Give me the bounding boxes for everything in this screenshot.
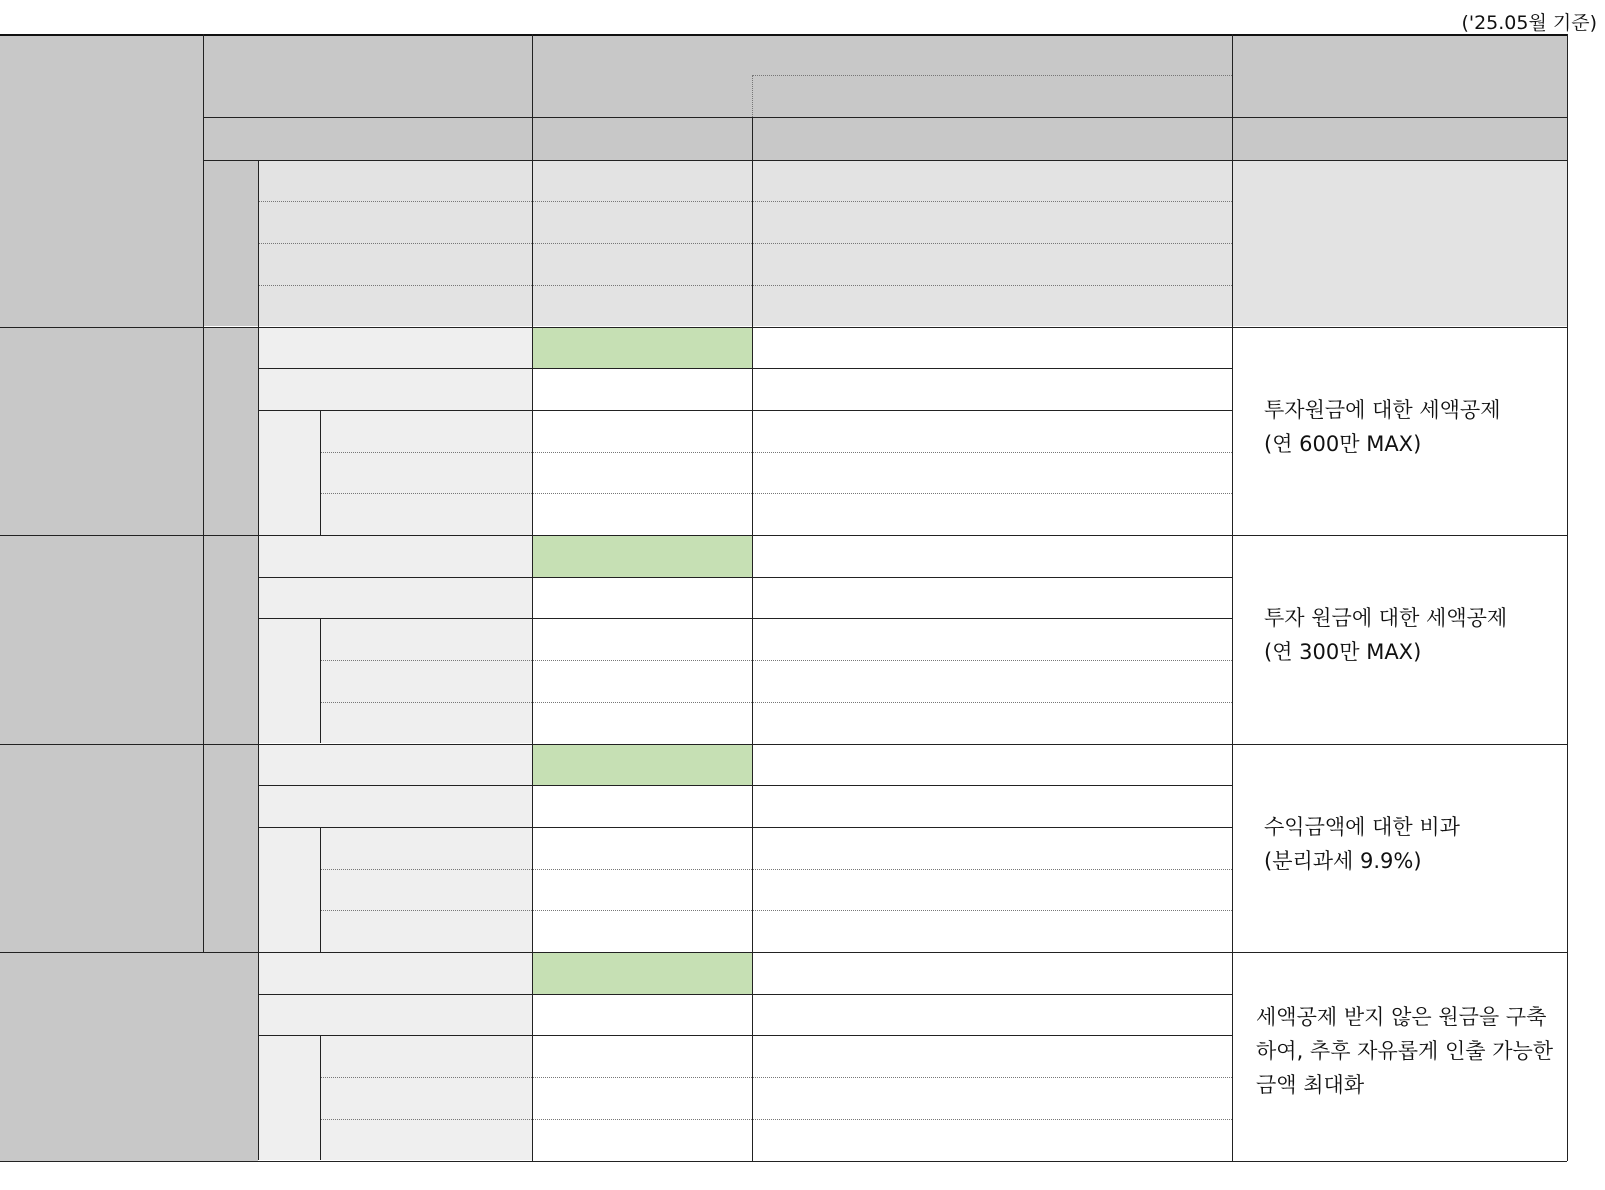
- column-divider: [203, 34, 204, 952]
- group-indent-bg: [258, 1035, 320, 1160]
- row-divider: [320, 869, 1232, 870]
- summary-indent-bg: [203, 160, 258, 327]
- column-divider: [752, 118, 753, 1161]
- row-divider: [320, 493, 1232, 494]
- row-divider: [258, 410, 1232, 411]
- group-indent-bg: [258, 618, 320, 743]
- monthly-value-highlight: [532, 327, 752, 369]
- group-name-bg: [0, 744, 258, 953]
- group-purpose: 투자원금에 대한 세액공제 (연 600만 MAX): [1264, 397, 1501, 456]
- row-divider: [258, 368, 1232, 369]
- group-sublabel-bg: [320, 1035, 532, 1160]
- column-divider: [320, 618, 321, 743]
- row-divider: [320, 452, 1232, 453]
- group-name-bg: [0, 952, 258, 1161]
- basis-date-note: ('25.05월 기준): [1461, 12, 1597, 34]
- row-divider: [258, 785, 1232, 786]
- row-divider: [320, 910, 1232, 911]
- group-name-bg: [0, 327, 258, 536]
- row-divider: [258, 1035, 1232, 1036]
- formula-column-bg: [752, 744, 1232, 953]
- row-divider: [258, 243, 1232, 244]
- row-divider: [0, 744, 1567, 745]
- group-purpose: 세액공제 받지 않은 원금을 구축하여, 추후 자유롭게 인출 가능한 금액 최대화: [1256, 1005, 1554, 1098]
- row-divider: [203, 160, 1567, 161]
- column-divider: [320, 827, 321, 952]
- row-divider: [320, 702, 1232, 703]
- group-indent-bg: [258, 827, 320, 952]
- row-divider: [258, 618, 1232, 619]
- group-sublabel-bg: [320, 618, 532, 743]
- formula-column-bg: [752, 327, 1232, 536]
- monthly-value-highlight: [532, 535, 752, 577]
- column-divider: [752, 75, 753, 117]
- column-divider: [532, 34, 533, 1161]
- group-sublabel-bg: [320, 827, 532, 952]
- row-divider: [320, 1077, 1232, 1078]
- row-divider: [320, 1119, 1232, 1120]
- row-divider: [258, 577, 1232, 578]
- row-divider: [0, 952, 1567, 953]
- group-purpose: 투자 원금에 대한 세액공제 (연 300만 MAX): [1264, 606, 1508, 665]
- row-divider: [752, 75, 1232, 76]
- row-divider: [258, 994, 1232, 995]
- summary-purpose-bg: [1232, 160, 1567, 327]
- group-name-bg: [0, 535, 258, 744]
- column-divider: [1232, 34, 1233, 1161]
- table-bottom-border: [0, 1161, 1567, 1162]
- category-cell-bg: [0, 34, 203, 327]
- row-divider: [0, 535, 1567, 536]
- formula-column-bg: [752, 535, 1232, 744]
- row-divider: [203, 117, 1567, 118]
- group-purpose: 수익금액에 대한 비과 (분리과세 9.9%): [1264, 814, 1460, 873]
- monthly-value-highlight: [532, 952, 752, 994]
- row-divider: [320, 660, 1232, 661]
- column-divider: [320, 410, 321, 535]
- row-divider: [258, 285, 1232, 286]
- monthly-value-highlight: [532, 744, 752, 786]
- group-sublabel-bg: [320, 410, 532, 535]
- column-divider: [320, 1035, 321, 1160]
- column-divider: [258, 160, 259, 1161]
- table-top-border: [0, 34, 1567, 36]
- row-divider: [258, 827, 1232, 828]
- table-right-border: [1567, 34, 1568, 1161]
- total-row-bg: [203, 118, 1567, 160]
- row-divider: [0, 327, 1567, 328]
- formula-column-bg: [752, 952, 1232, 1161]
- row-divider: [258, 201, 1232, 202]
- group-indent-bg: [258, 410, 320, 535]
